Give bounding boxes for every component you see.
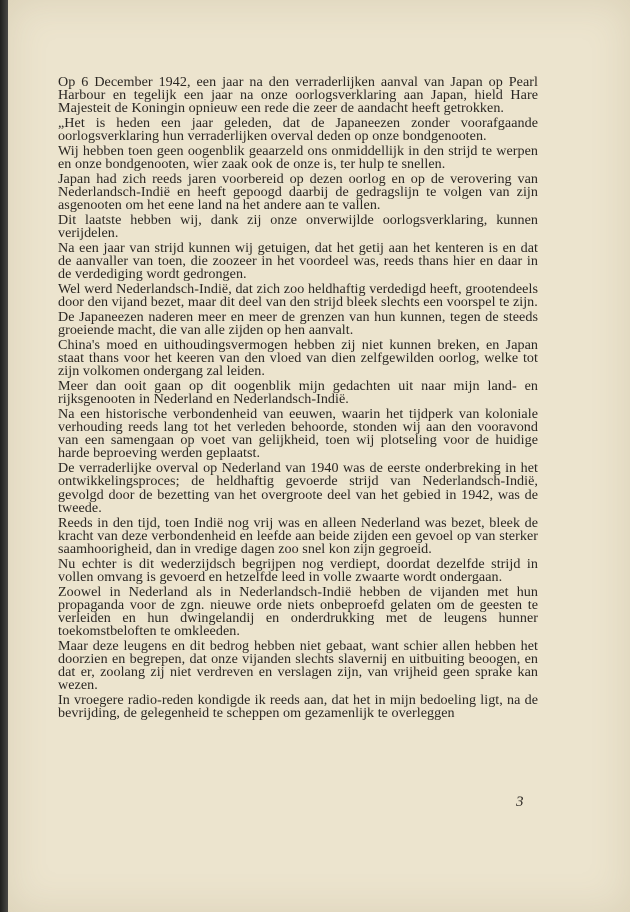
paragraph: China's moed en uithoudingsvermogen hebben zij niet kunnen breken, en Japan staat thans voor het keeren van den vloed van dien zelfgewilden oorlog, welke tot zijn volkomen ondergang zal leiden. bbox=[58, 336, 538, 380]
paragraph: Maar deze leugens en dit bedrog hebben niet gebaat, want schier allen hebben het doorzien en begrepen, dat onze vijanden slechts slavernij en uitbuiting beoogen, en dat er, zoolang zij niet verdreven en verslagen zijn, van vrijheid geen sprake kan wezen. bbox=[58, 637, 538, 694]
paragraph: De verraderlijke overval op Nederland van 1940 was de eerste onderbreking in het ontwikkelingsproces; de heldhaftig gevoerde strijd van Nederlandsch-Indië, gevolgd door de bezetting van het overgroote deel van het gebied in 1942, was de tweede. bbox=[58, 460, 538, 516]
paragraph: Nu echter is dit wederzijdsch begrijpen nog verdiept, doordat dezelfde strijd in vollen omvang is gevoerd en hetzelfde leed in volle zwaarte wordt ondergaan. bbox=[58, 555, 538, 585]
body-text bbox=[58, 76, 538, 722]
paragraph: Dit laatste hebben wij, dank zij onze onverwijlde oorlogsverklaring, kunnen verijdelen. bbox=[58, 212, 538, 242]
paragraph: Japan had zich reeds jaren voorbereid op dezen oorlog en op de verovering van Nederlandsch-Indië en heeft gepoogd daarbij de gedragslijn te volgen van zijn asgenooten om het eene land na het andere aan te vallen. bbox=[58, 170, 538, 214]
paragraph: De Japaneezen naderen meer en meer de grenzen van hun kunnen, tegen de steeds groeiende macht, die van alle zijden op hen aanvalt. bbox=[58, 308, 538, 339]
paragraph: Na een jaar van strijd kunnen wij getuigen, dat het getij aan het kenteren is en dat de aanvaller van toen, die zoozeer in het voordeel was, reeds thans hier en daar in de verdediging wordt gedrongen. bbox=[58, 239, 538, 283]
paragraph: Na een historische verbondenheid van eeuwen, waarin het tijdperk van koloniale verhouding reeds lang tot het verleden behoorde, stonden wij aan den vooravond van een samengaan op voet van gelijkheid, toen wij plotseling voor de huidige harde beproeving werden geplaatst. bbox=[58, 405, 538, 462]
paragraph: Zoowel in Nederland als in Nederlandsch-Indië hebben de vijanden met hun propaganda voor de zgn. nieuwe orde niets onbeproefd gelaten om de geesten te verleiden en hun dwingelandij en onderdrukking met de leugens hunner toekomstbeloften te omkleeden. bbox=[58, 583, 538, 640]
paragraph: In vroegere radio-reden kondigde ik reeds aan, dat het in mijn bedoeling ligt, na de bevrijding, de gelegenheid te scheppen om gezamenlijk te overleggen bbox=[58, 692, 538, 722]
paragraph: „Het is heden een jaar geleden, dat de Japaneezen zonder voorafgaande oorlogsverklaring hun verraderlijken overval deden op onze bondgenooten. bbox=[58, 115, 538, 145]
paragraph: Meer dan ooit gaan op dit oogenblik mijn gedachten uit naar mijn land- en rijksgenooten in Nederland en Nederlandsch-Indië. bbox=[58, 377, 538, 408]
document-page bbox=[8, 0, 630, 912]
page-number: 3 bbox=[516, 794, 524, 810]
paragraph: Op 6 December 1942, een jaar na den verraderlijken aanval van Japan op Pearl Harbour en tegelijk een jaar na onze oorlogsverklaring aan Japan, hield Hare Majesteit de Koningin opnieuw een rede die zeer de aandacht heeft getrokken. bbox=[58, 74, 538, 117]
scan-edge bbox=[0, 0, 8, 912]
paragraph: Wel werd Nederlandsch-Indië, dat zich zoo heldhaftig verdedigd heeft, grootendeels door den vijand bezet, maar dit deel van den strijd bleek slechts een voorspel te zijn. bbox=[58, 281, 538, 311]
paragraph: Reeds in den tijd, toen Indië nog vrij was en alleen Nederland was bezet, bleek de kracht van deze verbondenheid en leefde aan beide zijden een gevoel op van sterker saamhoorigheid, dan in vredige dagen zoo snel kon zijn gegroeid. bbox=[58, 514, 538, 557]
paragraph: Wij hebben toen geen oogenblik geaarzeld ons onmiddellijk in den strijd te werpen en onze bondgenooten, wier zaak ook de onze is, ter hulp te snellen. bbox=[58, 143, 538, 173]
